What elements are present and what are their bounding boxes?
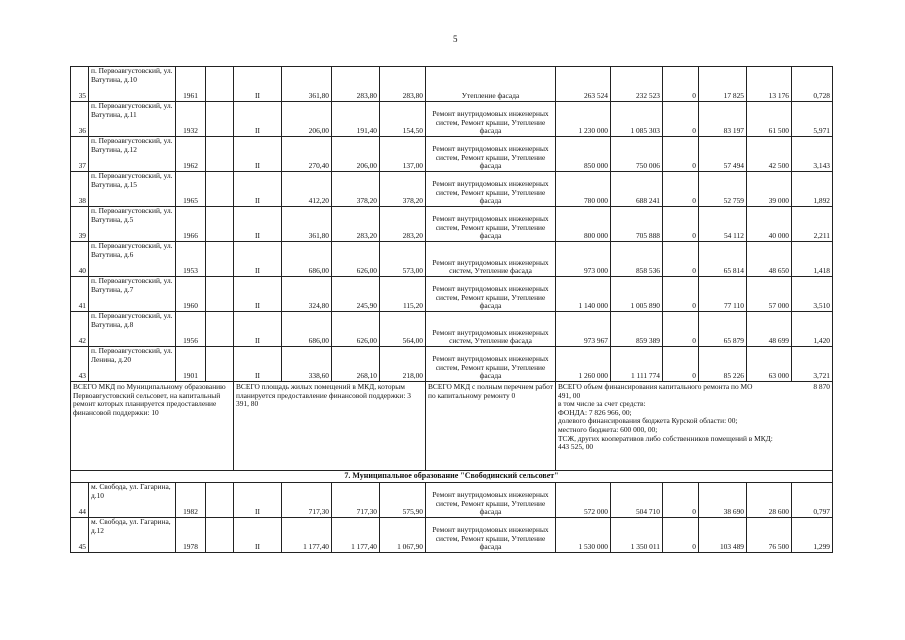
unit-cost-cell: 0,728	[792, 67, 833, 102]
table-row	[71, 137, 833, 172]
owners-cost-cell: 48 699	[747, 312, 792, 347]
year-built-cell: 1960	[176, 277, 206, 312]
empty-cell-cell	[206, 277, 234, 312]
living-area-cell: 626,00	[332, 312, 380, 347]
financing-line: долевого финансирования бюджета Курской области: 00;	[558, 416, 738, 426]
address-cell: п. Первоавгустовский, ул. Ватутина, д.10	[89, 67, 176, 102]
local-cost-cell: 83 197	[699, 102, 747, 137]
local-cost-cell: 77 110	[699, 277, 747, 312]
empty-cell-cell	[206, 172, 234, 207]
total-area-cell: 686,00	[282, 312, 332, 347]
owners-cost-cell: 39 000	[747, 172, 792, 207]
row-number-cell: 38	[71, 172, 89, 207]
total-cost-cell: 1 260 000	[556, 347, 611, 382]
table-row	[71, 483, 833, 518]
row-number-cell: 45	[71, 518, 89, 553]
living-area-cell: 1 177,40	[332, 518, 380, 553]
owner-area-cell: 1 067,90	[380, 518, 426, 553]
empty-cell-cell	[206, 67, 234, 102]
owner-area-cell: 573,00	[380, 242, 426, 277]
unit-cost-cell: 1,892	[792, 172, 833, 207]
owner-area-cell: 378,20	[380, 172, 426, 207]
empty-cell-cell	[206, 518, 234, 553]
owner-area-cell: 218,00	[380, 347, 426, 382]
living-area-cell: 245,90	[332, 277, 380, 312]
summary-financing	[556, 382, 833, 471]
region-cost-cell: 0	[663, 312, 699, 347]
living-area-cell: 378,20	[332, 172, 380, 207]
owners-cost-cell: 48 650	[747, 242, 792, 277]
address-cell: п. Первоавгустовский, ул. Ленина, д.20	[89, 347, 176, 382]
empty-cell-cell	[206, 242, 234, 277]
total-cost-cell: 263 524	[556, 67, 611, 102]
owner-area-cell: 575,90	[380, 483, 426, 518]
total-cost-cell: 1 230 000	[556, 102, 611, 137]
address-cell: м. Свобода, ул. Гагарина, д.12	[89, 518, 176, 553]
summary-row	[71, 382, 833, 471]
summary-full-list: ВСЕГО МКД с полным перечнем работ по капитальному ремонту 0	[426, 382, 556, 471]
living-area-cell: 191,40	[332, 102, 380, 137]
living-area-cell: 283,20	[332, 207, 380, 242]
financing-title: ВСЕГО объем финансирования капитального ремонта по МО	[558, 382, 753, 391]
work-list-cell: Ремонт внутридомовых инженерных систем, Утепление фасада	[426, 312, 556, 347]
region-cost-cell: 0	[663, 347, 699, 382]
class-cell: II	[234, 242, 282, 277]
work-list-cell: Ремонт внутридомовых инженерных систем, Ремонт крыши, Утепление фасада	[426, 172, 556, 207]
class-cell: II	[234, 102, 282, 137]
fund-cost-cell: 859 389	[611, 312, 663, 347]
class-cell: II	[234, 67, 282, 102]
class-cell: II	[234, 347, 282, 382]
living-area-cell: 626,00	[332, 242, 380, 277]
address-cell: м. Свобода, ул. Гагарина, д.10	[89, 483, 176, 518]
total-area-cell: 270,40	[282, 137, 332, 172]
living-area-cell: 717,30	[332, 483, 380, 518]
fund-cost-cell: 705 888	[611, 207, 663, 242]
region-cost-cell: 0	[663, 67, 699, 102]
fund-cost-cell: 1 005 890	[611, 277, 663, 312]
total-cost-cell: 850 000	[556, 137, 611, 172]
total-cost-cell: 973 967	[556, 312, 611, 347]
summary-mkd-count: ВСЕГО МКД по Муниципальному образованию Первоавгустовский сельсовет, на капитальный ремонт которых планируется предоставление финансовой поддержки: 10	[71, 382, 234, 471]
local-cost-cell: 17 825	[699, 67, 747, 102]
local-cost-cell: 65 879	[699, 312, 747, 347]
address-cell: п. Первоавгустовский, ул. Ватутина, д.8	[89, 312, 176, 347]
page-number: 5	[453, 34, 458, 44]
class-cell: II	[234, 207, 282, 242]
class-cell: II	[234, 312, 282, 347]
year-built-cell: 1965	[176, 172, 206, 207]
year-built-cell: 1978	[176, 518, 206, 553]
table-row	[71, 172, 833, 207]
address-cell: п. Первоавгустовский, ул. Ватутина, д.7	[89, 277, 176, 312]
total-area-cell: 361,80	[282, 207, 332, 242]
owners-cost-cell: 40 000	[747, 207, 792, 242]
capital-repair-table	[70, 66, 833, 553]
address-cell: п. Первоавгустовский, ул. Ватутина, д.5	[89, 207, 176, 242]
fund-cost-cell: 858 536	[611, 242, 663, 277]
class-cell: II	[234, 483, 282, 518]
owner-area-cell: 115,20	[380, 277, 426, 312]
row-number-cell: 39	[71, 207, 89, 242]
owner-area-cell: 283,80	[380, 67, 426, 102]
row-number-cell: 40	[71, 242, 89, 277]
owners-cost-cell: 61 500	[747, 102, 792, 137]
region-cost-cell: 0	[663, 102, 699, 137]
unit-cost-cell: 1,420	[792, 312, 833, 347]
owner-area-cell: 154,50	[380, 102, 426, 137]
row-number-cell: 41	[71, 277, 89, 312]
address-cell: п. Первоавгустовский, ул. Ватутина, д.11	[89, 102, 176, 137]
summary-area: ВСЕГО площадь жилых помещений в МКД, которым планируется предоставление финансовой поддержки: 3 391, 80	[234, 382, 426, 471]
region-cost-cell: 0	[663, 242, 699, 277]
owners-cost-cell: 13 176	[747, 67, 792, 102]
region-cost-cell: 0	[663, 277, 699, 312]
table-row	[71, 242, 833, 277]
unit-cost-cell: 3,510	[792, 277, 833, 312]
owners-cost-cell: 57 000	[747, 277, 792, 312]
owner-area-cell: 137,00	[380, 137, 426, 172]
unit-cost-cell: 3,721	[792, 347, 833, 382]
total-area-cell: 361,80	[282, 67, 332, 102]
unit-cost-cell: 2,211	[792, 207, 833, 242]
financing-line: ТСЖ, других кооперативов либо собственников помещений в МКД:	[558, 433, 773, 443]
work-list-cell: Утепление фасада	[426, 67, 556, 102]
financing-line: в том числе за счет средств:	[558, 399, 646, 409]
fund-cost-cell: 1 085 303	[611, 102, 663, 137]
owner-area-cell: 564,00	[380, 312, 426, 347]
fund-cost-cell: 1 350 011	[611, 518, 663, 553]
region-cost-cell: 0	[663, 518, 699, 553]
total-cost-cell: 800 000	[556, 207, 611, 242]
unit-cost-cell: 0,797	[792, 483, 833, 518]
local-cost-cell: 85 226	[699, 347, 747, 382]
financing-line: 443 525, 00	[558, 442, 594, 452]
work-list-cell: Ремонт внутридомовых инженерных систем, Ремонт крыши, Утепление фасада	[426, 102, 556, 137]
financing-total-head: 8 870	[813, 382, 830, 391]
year-built-cell: 1961	[176, 67, 206, 102]
total-area-cell: 717,30	[282, 483, 332, 518]
year-built-cell: 1932	[176, 102, 206, 137]
table-row	[71, 67, 833, 102]
owners-cost-cell: 42 500	[747, 137, 792, 172]
fund-cost-cell: 1 111 774	[611, 347, 663, 382]
empty-cell-cell	[206, 347, 234, 382]
fund-cost-cell: 504 710	[611, 483, 663, 518]
year-built-cell: 1982	[176, 483, 206, 518]
row-number-cell: 43	[71, 347, 89, 382]
total-cost-cell: 1 140 000	[556, 277, 611, 312]
total-area-cell: 1 177,40	[282, 518, 332, 553]
financing-line: ФОНДА: 7 826 966, 00;	[558, 407, 632, 417]
region-cost-cell: 0	[663, 483, 699, 518]
unit-cost-cell: 1,299	[792, 518, 833, 553]
year-built-cell: 1966	[176, 207, 206, 242]
empty-cell-cell	[206, 483, 234, 518]
row-number-cell: 35	[71, 67, 89, 102]
year-built-cell: 1962	[176, 137, 206, 172]
unit-cost-cell: 3,143	[792, 137, 833, 172]
table-row	[71, 312, 833, 347]
row-number-cell: 44	[71, 483, 89, 518]
owners-cost-cell: 63 000	[747, 347, 792, 382]
table-row	[71, 102, 833, 137]
total-area-cell: 686,00	[282, 242, 332, 277]
work-list-cell: Ремонт внутридомовых инженерных систем, Утепление фасада	[426, 242, 556, 277]
fund-cost-cell: 232 523	[611, 67, 663, 102]
total-area-cell: 206,00	[282, 102, 332, 137]
fund-cost-cell: 750 006	[611, 137, 663, 172]
total-cost-cell: 780 000	[556, 172, 611, 207]
local-cost-cell: 54 112	[699, 207, 747, 242]
local-cost-cell: 103 489	[699, 518, 747, 553]
work-list-cell: Ремонт внутридомовых инженерных систем, Ремонт крыши, Утепление фасада	[426, 207, 556, 242]
local-cost-cell: 65 814	[699, 242, 747, 277]
local-cost-cell: 38 690	[699, 483, 747, 518]
section-title: 7. Муниципальное образование "Свободинский сельсовет"	[71, 471, 833, 483]
year-built-cell: 1956	[176, 312, 206, 347]
row-number-cell: 42	[71, 312, 89, 347]
row-number-cell: 37	[71, 137, 89, 172]
class-cell: II	[234, 137, 282, 172]
class-cell: II	[234, 172, 282, 207]
total-area-cell: 324,80	[282, 277, 332, 312]
class-cell: II	[234, 518, 282, 553]
total-cost-cell: 1 530 000	[556, 518, 611, 553]
region-cost-cell: 0	[663, 137, 699, 172]
work-list-cell: Ремонт внутридомовых инженерных систем, Ремонт крыши, Утепление фасада	[426, 137, 556, 172]
section-header-row	[71, 471, 833, 483]
total-cost-cell: 572 000	[556, 483, 611, 518]
work-list-cell: Ремонт внутридомовых инженерных систем, Ремонт крыши, Утепление фасада	[426, 347, 556, 382]
total-cost-cell: 973 000	[556, 242, 611, 277]
address-cell: п. Первоавгустовский, ул. Ватутина, д.6	[89, 242, 176, 277]
table-row	[71, 207, 833, 242]
local-cost-cell: 52 759	[699, 172, 747, 207]
empty-cell-cell	[206, 207, 234, 242]
unit-cost-cell: 1,418	[792, 242, 833, 277]
fund-cost-cell: 688 241	[611, 172, 663, 207]
living-area-cell: 283,80	[332, 67, 380, 102]
address-cell: п. Первоавгустовский, ул. Ватутина, д.15	[89, 172, 176, 207]
class-cell: II	[234, 277, 282, 312]
empty-cell-cell	[206, 102, 234, 137]
region-cost-cell: 0	[663, 207, 699, 242]
owners-cost-cell: 28 600	[747, 483, 792, 518]
total-area-cell: 412,20	[282, 172, 332, 207]
living-area-cell: 268,10	[332, 347, 380, 382]
unit-cost-cell: 5,971	[792, 102, 833, 137]
row-number-cell: 36	[71, 102, 89, 137]
table-row	[71, 518, 833, 553]
year-built-cell: 1953	[176, 242, 206, 277]
owners-cost-cell: 76 500	[747, 518, 792, 553]
financing-line: местного бюджета: 600 000, 00;	[558, 424, 658, 434]
year-built-cell: 1901	[176, 347, 206, 382]
table-row	[71, 277, 833, 312]
work-list-cell: Ремонт внутридомовых инженерных систем, Ремонт крыши, Утепление фасада	[426, 518, 556, 553]
total-area-cell: 338,60	[282, 347, 332, 382]
empty-cell-cell	[206, 137, 234, 172]
work-list-cell: Ремонт внутридомовых инженерных систем, Ремонт крыши, Утепление фасада	[426, 483, 556, 518]
owner-area-cell: 283,20	[380, 207, 426, 242]
local-cost-cell: 57 494	[699, 137, 747, 172]
table-row	[71, 347, 833, 382]
living-area-cell: 206,00	[332, 137, 380, 172]
address-cell: п. Первоавгустовский, ул. Ватутина, д.12	[89, 137, 176, 172]
work-list-cell: Ремонт внутридомовых инженерных систем, Ремонт крыши, Утепление фасада	[426, 277, 556, 312]
empty-cell-cell	[206, 312, 234, 347]
region-cost-cell: 0	[663, 172, 699, 207]
financing-total-tail: 491, 00	[558, 390, 581, 400]
